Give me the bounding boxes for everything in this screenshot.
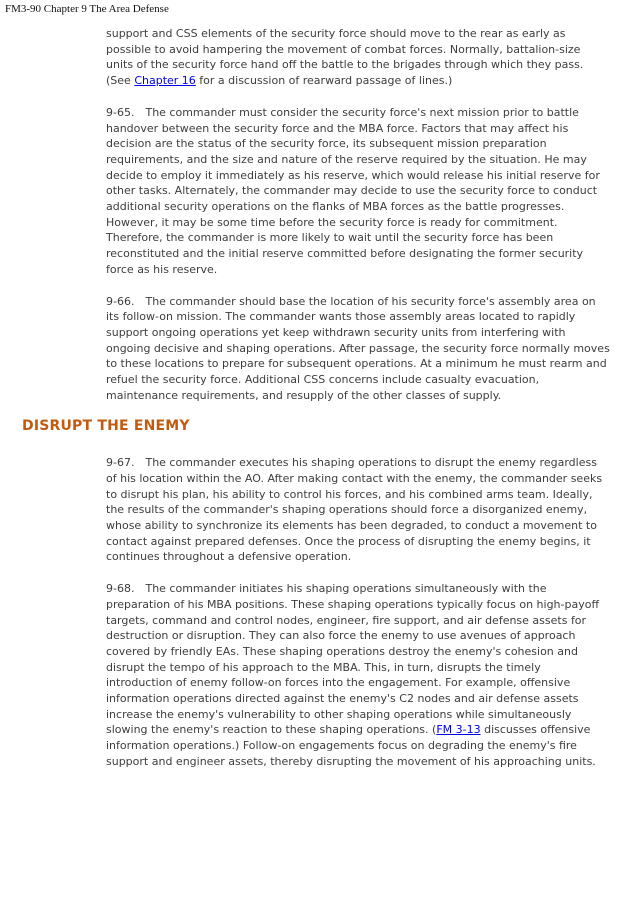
paragraph-9-67 — [106, 455, 610, 565]
paragraph-text: The commander must consider the security force's next mission prior to battle handover between the security force and the MBA force. Factors that may affect his decision are the status of the security force, its subsequent mission preparation requirements, and the size and nature of the reserve required by the situation. He may decide to employ it immediately as his reserve, which would release his initial reserve for other tasks. Alternately, the commander may decide to use the security force to conduct additional security operations on the flanks of MBA forces as the battle progresses. However, it may be some time before the security force is ready for commitment. Therefore, the commander is more likely to wait until the security force has been reconstituted and the initial reserve committed before designating the former security force as his reserve. — [106, 105, 600, 276]
paragraph-continuation — [106, 26, 610, 89]
document-content — [22, 26, 610, 786]
paragraph-text: discusses offensive information operations.) Follow-on engagements focus on degrading the enemy's fire support and engineer assets, thereby disrupting the movement of his approaching units. — [106, 723, 596, 768]
paragraph-text: for a discussion of rearward passage of lines.) — [195, 74, 453, 88]
paragraph-text: support and CSS elements of the security force should move to the rear as early as possible to avoid hampering the movement of combat forces. Normally, battalion-size units of the security force hand off the battle to the brigades through which they pass. (See — [106, 27, 584, 88]
paragraph-number: 9-66. — [106, 294, 135, 308]
paragraph-9-66 — [106, 294, 610, 404]
paragraph-text: The commander should base the location of his security force's assembly area on its follow-on mission. The commander wants those assembly areas located to rapidly support ongoing operations yet keep withdrawn security units from interfering with ongoing decisive and shaping operations. After passage, the security force normally moves to these locations to prepare for subsequent operations. At a minimum he must rearm and refuel the security force. Additional CSS concerns include casualty evacuation, maintenance requirements, and resupply of the other classes of supply. — [106, 294, 610, 402]
fm-3-13-link[interactable]: FM 3-13 — [436, 723, 481, 737]
page-header: FM3-90 Chapter 9 The Area Defense — [5, 3, 169, 15]
paragraph-text: The commander initiates his shaping operations simultaneously with the preparation of his MBA positions. These shaping operations typically focus on high-payoff targets, command and control nodes, engineer, fire support, and air defense assets for destruction or disruption. They can also force the enemy to use avenues of approach covered by friendly EAs. These shaping operations destroy the enemy's cohesion and disrupt the tempo of his approach to the MBA. This, in turn, disrupts the timely introduction of enemy follow-on forces into the engagement. For example, offensive information operations directed against the enemy's C2 nodes and air defense assets increase the enemy's vulnerability to other shaping operations while simultaneously slowing the enemy's reaction to these shaping operations. ( — [106, 582, 600, 737]
chapter-16-link[interactable]: Chapter 16 — [134, 74, 196, 88]
paragraph-number: 9-67. — [106, 456, 135, 470]
paragraph-9-65 — [106, 105, 610, 278]
paragraph-number: 9-65. — [106, 105, 135, 119]
paragraph-number: 9-68. — [106, 582, 135, 596]
paragraph-9-68 — [106, 581, 610, 769]
paragraph-text: The commander executes his shaping operations to disrupt the enemy regardless of his location within the AO. After making contact with the enemy, the commander seeks to disrupt his plan, his ability to control his forces, and his combined arms team. Ideally, the results of the commander's shaping operations should force a disorganized enemy, whose ability to synchronize its elements has been degraded, to conduct a movement to contact against prepared defenses. Once the process of disrupting the enemy begins, it continues throughout a defensive operation. — [106, 456, 603, 564]
section-heading-disrupt-the-enemy: DISRUPT THE ENEMY — [22, 418, 190, 435]
